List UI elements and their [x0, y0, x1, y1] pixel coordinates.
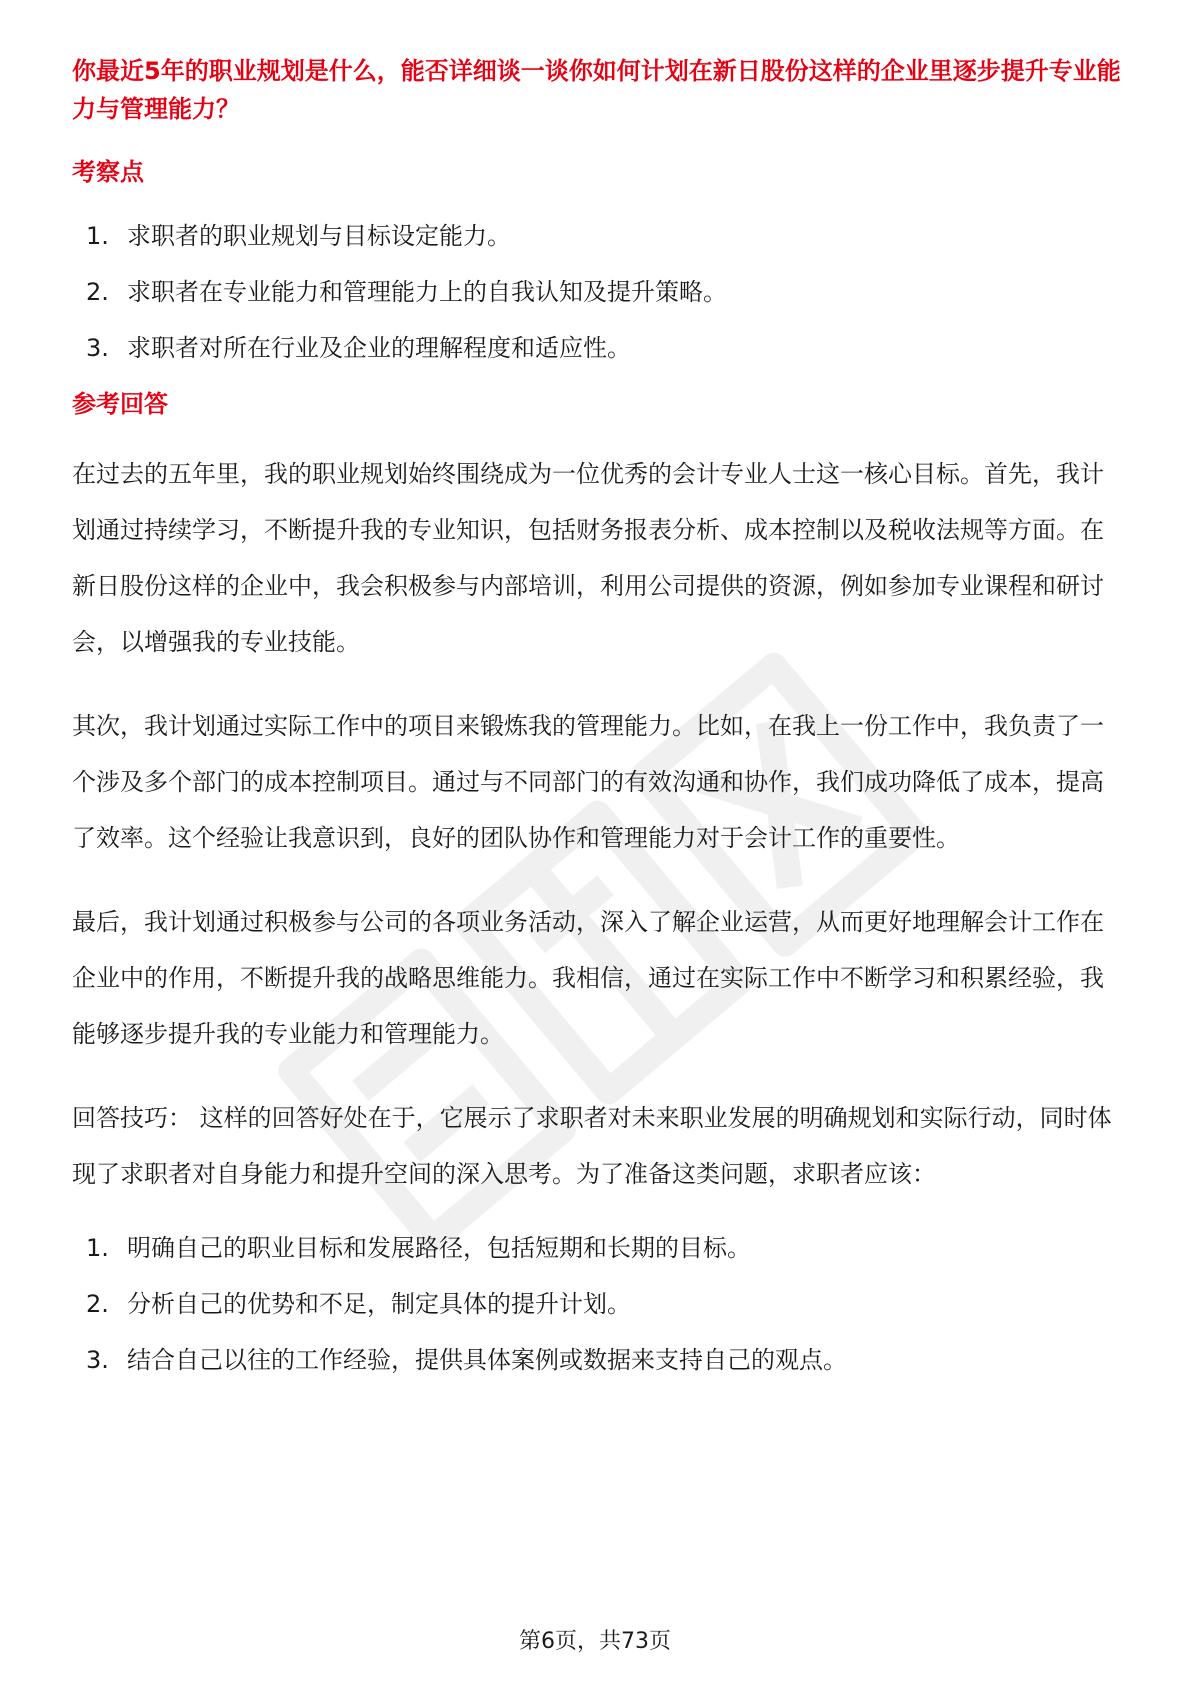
list-item [72, 1286, 1122, 1322]
list-number: 2. [86, 1290, 109, 1318]
tips-paragraph: 回答技巧： 这样的回答好处在于，它展示了求职者对未来职业发展的明确规划和实际行动，同时体现了求职者对自身能力和提升空间的深入思考。为了准备这类问题，求职者应该： [72, 1104, 1112, 1188]
answer-heading: 参考回答 [72, 390, 168, 418]
list-item-text: 分析自己的优势和不足，制定具体的提升计划。 [127, 1290, 631, 1318]
tips-list [72, 1230, 1122, 1378]
list-item-text: 求职者对所在行业及企业的理解程度和适应性。 [127, 334, 631, 362]
points-list [72, 218, 1122, 366]
points-heading: 考察点 [72, 158, 144, 186]
content-area [72, 52, 1122, 1398]
list-item [72, 274, 1122, 310]
list-number: 1. [86, 222, 109, 250]
list-number: 2. [86, 278, 109, 306]
list-number: 1. [86, 1234, 109, 1262]
answer-paragraph: 在过去的五年里，我的职业规划始终围绕成为一位优秀的会计专业人士这一核心目标。首先，我计划通过持续学习，不断提升我的专业知识，包括财务报表分析、成本控制以及税收法规等方面。在新日股份这样的企业中，我会积极参与内部培训，利用公司提供的资源，例如参加专业课程和研讨会，以增强我的专业技能。 [72, 460, 1104, 656]
question-title: 你最近5年的职业规划是什么，能否详细谈一谈你如何计划在新日股份这样的企业里逐步提升专业能力与管理能力？ [72, 57, 1121, 123]
list-number: 3. [86, 334, 109, 362]
list-item [72, 1342, 1122, 1378]
list-item [72, 1230, 1122, 1266]
page-footer: 第6页，共73页 [519, 1629, 671, 1654]
answer-paragraph: 最后，我计划通过积极参与公司的各项业务活动，深入了解企业运营，从而更好地理解会计工作在企业中的作用，不断提升我的战略思维能力。我相信，通过在实际工作中不断学习和积累经验，我能够逐步提升我的专业能力和管理能力。 [72, 908, 1104, 1048]
list-item-text: 结合自己以往的工作经验，提供具体案例或数据来支持自己的观点。 [127, 1346, 847, 1374]
list-item-text: 明确自己的职业目标和发展路径，包括短期和长期的目标。 [127, 1234, 751, 1262]
list-item-text: 求职者的职业规划与目标设定能力。 [127, 222, 511, 250]
list-item-text: 求职者在专业能力和管理能力上的自我认知及提升策略。 [127, 278, 727, 306]
answer-paragraph: 其次，我计划通过实际工作中的项目来锻炼我的管理能力。比如，在我上一份工作中，我负责了一个涉及多个部门的成本控制项目。通过与不同部门的有效沟通和协作，我们成功降低了成本，提高了效率。这个经验让我意识到，良好的团队协作和管理能力对于会计工作的重要性。 [72, 712, 1104, 852]
list-item [72, 330, 1122, 366]
list-item [72, 218, 1122, 254]
list-number: 3. [86, 1346, 109, 1374]
